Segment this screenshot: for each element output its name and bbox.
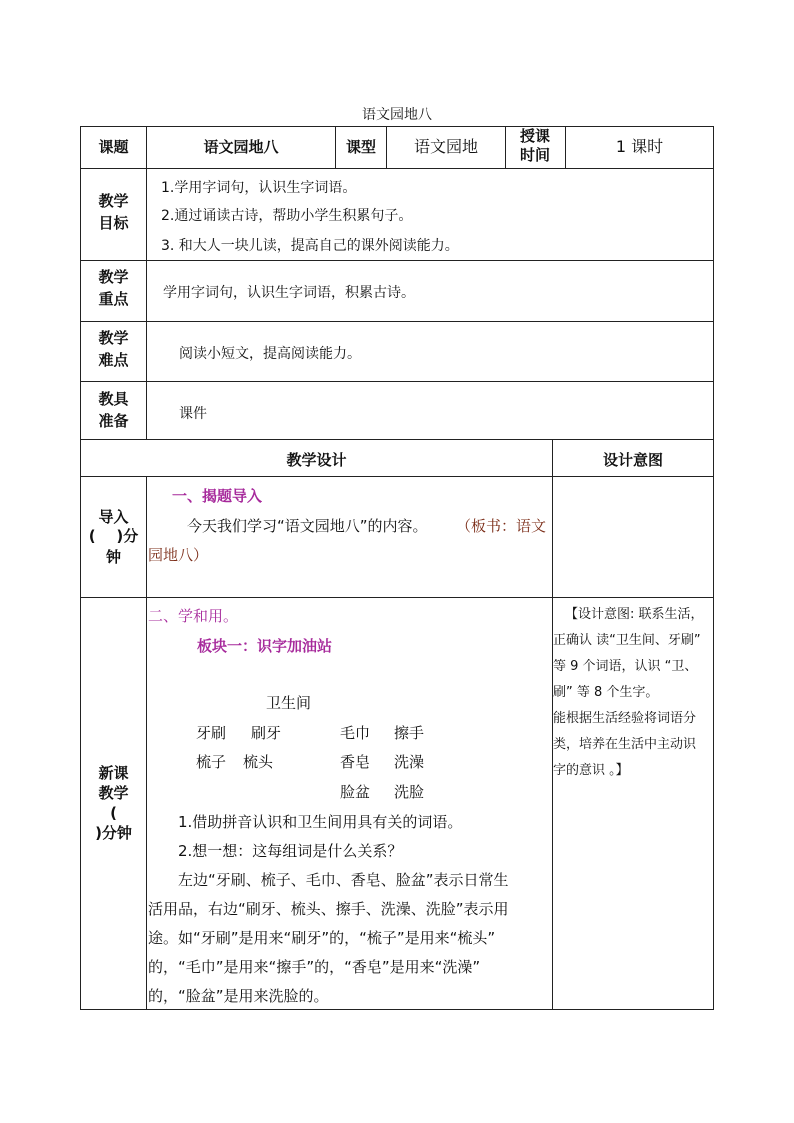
explanation-line: 的，“脸盆”是用来洗脸的。 (148, 987, 329, 1005)
new-lesson-label: ( (110, 804, 117, 822)
type-value: 语文园地 (413, 137, 478, 156)
explanation-line: 的，“毛巾”是用来“擦手”的，“香皂”是用来“洗澡” (148, 958, 481, 976)
row-divider (80, 381, 714, 382)
intent-line: 等 9 个词语，认识 “卫、 (553, 659, 698, 674)
new-lesson-label: 教学 (98, 784, 129, 802)
type-label: 课型 (345, 138, 376, 156)
intro-note: （板书：语文 (456, 517, 547, 535)
key-points-label: 教学 重点 (98, 268, 129, 308)
new-lesson-heading: 二、学和用。 (148, 607, 239, 625)
intro-heading: 一、揭题导入 (172, 487, 263, 505)
topic-value: 语文园地八 (203, 138, 279, 156)
intro-text: 今天我们学习“语文园地八”的内容。 (187, 517, 428, 535)
materials-label: 教具 准备 (98, 390, 129, 430)
row-divider (80, 476, 714, 477)
row-divider (80, 260, 714, 261)
intro-label: 导入 (98, 508, 129, 526)
difficulties-label: 教学 难点 (98, 329, 129, 369)
intent-line: 能根据生活经验将词语分 (553, 711, 697, 726)
objective-item: 1.学用字词句，认识生字词语。 (161, 180, 357, 196)
step-text: 1.借助拼音认识和卫生间用具有关的词语。 (178, 813, 463, 831)
block-title: 板块一：识字加油站 (197, 637, 333, 655)
row-divider (80, 321, 714, 322)
row-divider (80, 597, 714, 598)
word-item: 刷牙 (251, 724, 282, 742)
new-lesson-minutes: )分钟 (95, 824, 132, 842)
table-border (80, 1009, 714, 1010)
word-item: 牙刷 (196, 724, 227, 742)
page-title: 语文园地八 (362, 107, 432, 123)
objective-item: 2.通过诵读古诗，帮助小学生积累句子。 (161, 208, 413, 224)
word-item: 脸盆 (340, 783, 371, 801)
hours-label: 授课 时间 (519, 127, 550, 164)
explanation-line: 活用品，右边“刷牙、梳头、擦手、洗澡、洗脸”表示用 (148, 900, 509, 918)
word-item: 毛巾 (340, 724, 371, 742)
intro-note: 园地八） (148, 546, 209, 564)
word-item: 梳子 (196, 753, 227, 771)
intent-line: 字的意识 。】 (553, 763, 629, 778)
topic-label: 课题 (98, 138, 129, 156)
row-divider (80, 168, 714, 169)
explanation-line: 途。如“牙刷”是用来“刷牙”的，“梳子”是用来“梳头” (148, 929, 496, 947)
objectives-label: 教学 目标 (98, 192, 129, 232)
word-title: 卫生间 (266, 694, 312, 712)
intent-header: 设计意图 (602, 451, 663, 469)
design-header: 教学设计 (286, 451, 347, 469)
explanation-line: 左边“牙刷、梳子、毛巾、香皂、脸盆”表示日常生 (178, 871, 509, 889)
new-lesson-label: 新课 (98, 764, 129, 782)
materials-text: 课件 (179, 406, 207, 422)
intent-line: 类，培养在生活中主动识 (553, 737, 697, 752)
table-border (80, 126, 81, 1010)
intro-label: 钟 (105, 548, 121, 566)
hours-value: 1 课时 (615, 137, 664, 156)
word-item: 洗澡 (394, 753, 425, 771)
intent-line: 刷” 等 8 个生字。 (553, 685, 659, 700)
intent-line: 【设计意图: 联系生活， (565, 607, 704, 622)
table-border (713, 126, 714, 1010)
key-points-text: 学用字词句，认识生字词语，积累古诗。 (163, 285, 415, 301)
step-text: 2.想一想：这每组词是什么关系？ (178, 842, 403, 860)
word-item: 洗脸 (394, 783, 425, 801)
table-border (80, 126, 714, 127)
intro-minutes: ( )分 (88, 527, 139, 545)
word-item: 梳头 (243, 753, 274, 771)
intent-line: 正确认 读“卫生间、牙刷” (553, 633, 701, 648)
word-item: 香皂 (340, 753, 371, 771)
objective-item: 3. 和大人一块儿读，提高自己的课外阅读能力。 (161, 238, 459, 254)
difficulties-text: 阅读小短文，提高阅读能力。 (179, 346, 361, 362)
row-divider (80, 439, 714, 440)
word-item: 擦手 (394, 724, 425, 742)
